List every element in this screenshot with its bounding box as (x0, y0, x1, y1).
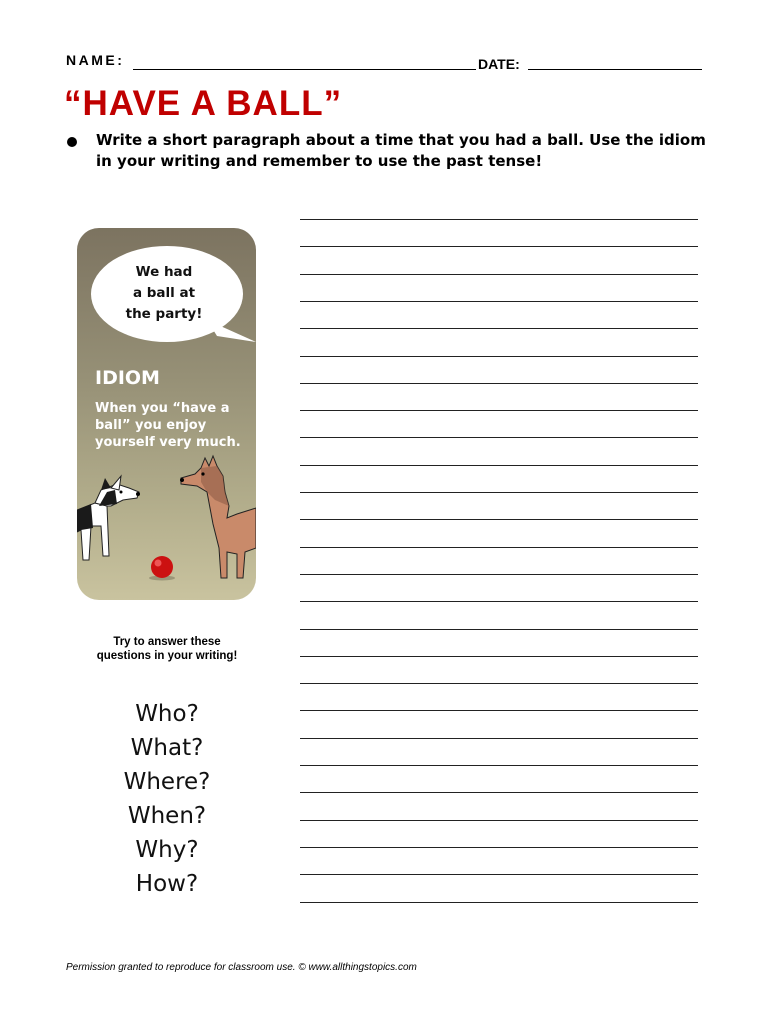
question-when: When? (127, 803, 207, 829)
left-dog-icon (77, 476, 140, 560)
writing-line[interactable] (300, 656, 698, 657)
writing-line[interactable] (300, 601, 698, 602)
idiom-card (77, 228, 256, 600)
idiom-definition: When you “have a ball” you enjoy yourself very much. (95, 401, 241, 450)
prompt-text: Try to answer these questions in your writing! (96, 636, 238, 662)
question-what: What? (130, 735, 204, 761)
writing-line[interactable] (300, 328, 698, 329)
speech-line: the party! (125, 306, 203, 322)
writing-line[interactable] (300, 301, 698, 302)
writing-line[interactable] (300, 792, 698, 793)
writing-line[interactable] (300, 219, 698, 220)
dogs-illustration (77, 448, 256, 600)
bullet-icon (67, 137, 77, 147)
writing-line[interactable] (300, 274, 698, 275)
writing-line[interactable] (300, 437, 698, 438)
writing-line[interactable] (300, 492, 698, 493)
writing-line[interactable] (300, 683, 698, 684)
writing-line[interactable] (300, 547, 698, 548)
right-dog-icon (180, 456, 256, 578)
writing-line[interactable] (300, 710, 698, 711)
writing-line[interactable] (300, 519, 698, 520)
instructions-text: Write a short paragraph about a time that you had a ball. Use the idiom in your writing and remember to use the past tense! (96, 131, 706, 170)
question-where: Where? (123, 769, 211, 795)
writing-line[interactable] (300, 465, 698, 466)
speech-line: We had (135, 264, 193, 280)
writing-line[interactable] (300, 574, 698, 575)
footer-permission: Permission granted to reproduce for classroom use. © www.allthingstopics.com (66, 962, 417, 973)
writing-line[interactable] (300, 356, 698, 357)
speech-text (107, 262, 221, 325)
writing-line[interactable] (300, 902, 698, 903)
question-why: Why? (135, 837, 199, 863)
date-field-line[interactable] (528, 69, 702, 70)
writing-line[interactable] (300, 629, 698, 630)
writing-line[interactable] (300, 410, 698, 411)
writing-line[interactable] (300, 738, 698, 739)
question-list (96, 697, 238, 901)
writing-line[interactable] (300, 874, 698, 875)
header-row (66, 50, 706, 74)
speech-line: a ball at (132, 285, 196, 301)
writing-line[interactable] (300, 847, 698, 848)
idiom-heading: IDIOM (95, 367, 160, 389)
writing-line[interactable] (300, 765, 698, 766)
question-who: Who? (135, 701, 199, 727)
writing-line[interactable] (300, 820, 698, 821)
ball-icon (149, 556, 175, 581)
writing-line[interactable] (300, 246, 698, 247)
writing-line[interactable] (300, 383, 698, 384)
name-label: NAME: (66, 52, 125, 68)
worksheet-title: “HAVE A BALL” (64, 84, 343, 123)
date-label: DATE: (478, 56, 520, 72)
name-field-line[interactable] (133, 69, 476, 70)
question-how: How? (135, 871, 199, 897)
